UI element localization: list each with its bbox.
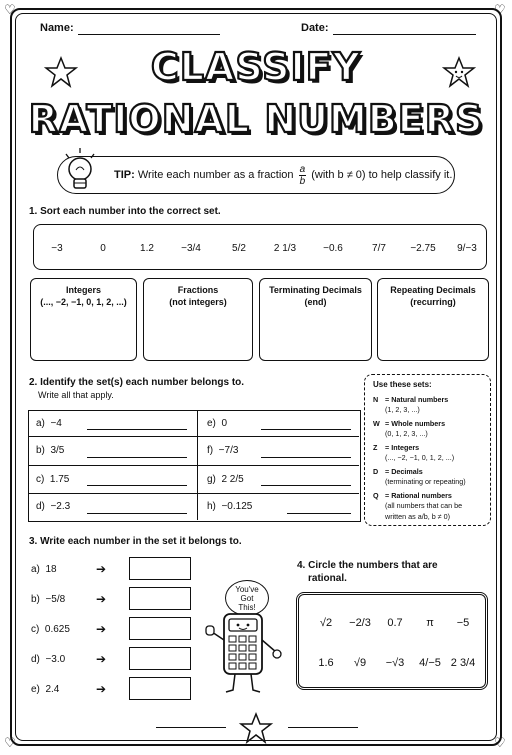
name-label: Name: [40, 22, 74, 34]
date-field[interactable] [333, 34, 476, 35]
q3-item-a: a) 18 [31, 564, 57, 575]
sets-legend [364, 374, 491, 526]
speech-bubble: You've Got This! [225, 580, 269, 616]
legend-desc: (0, 1, 2, 3, ...) [385, 429, 428, 438]
set-box-terminating-decimals[interactable] [259, 278, 372, 361]
rational-candidate[interactable]: 0.7 [387, 617, 403, 629]
arrow-icon: ➔ [96, 652, 107, 666]
question-2-title: 2. Identify the set(s) each number belongs to. [29, 377, 245, 388]
heart-icon: ♡ [494, 2, 506, 17]
item-a: a) −4 [36, 418, 62, 429]
arrow-icon: ➔ [96, 562, 107, 576]
answer-line-f[interactable] [261, 457, 351, 458]
q3-item-d: d) −3.0 [31, 654, 66, 665]
answer-line-a[interactable] [87, 429, 187, 430]
set-sub: (end) [304, 297, 327, 307]
item-b: b) 3/5 [36, 445, 65, 456]
q3-item-e: e) 2.4 [31, 684, 60, 695]
q3-answer-box-a[interactable] [129, 557, 191, 580]
arrow-icon: ➔ [96, 622, 107, 636]
answer-line-c[interactable] [87, 485, 187, 486]
answer-line-g[interactable] [261, 485, 351, 486]
number-item: 0 [100, 242, 106, 254]
set-box-repeating-decimals[interactable] [377, 278, 489, 361]
number-item: 1.2 [140, 242, 154, 254]
set-sub: (..., −2, −1, 0, 1, 2, ...) [40, 297, 127, 307]
rational-candidate[interactable]: 1.6 [318, 657, 334, 669]
set-name: Repeating Decimals [390, 285, 476, 295]
answer-line-e[interactable] [261, 429, 351, 430]
calculator-icon [202, 612, 284, 700]
q3-item-c: c) 0.625 [31, 624, 70, 635]
item-e: e) 0 [207, 418, 228, 429]
lightbulb-icon [60, 146, 100, 196]
rational-candidate[interactable]: −5 [456, 617, 470, 629]
heart-icon: ♡ [4, 2, 16, 17]
legend-desc: (1, 2, 3, ...) [385, 405, 420, 414]
divider [288, 727, 358, 728]
rational-candidate[interactable]: 2 3/4 [450, 657, 476, 669]
q3-answer-box-e[interactable] [129, 677, 191, 700]
name-field[interactable] [78, 34, 220, 35]
title-line-2: RATIONAL NUMBERS [28, 97, 484, 141]
number-item: 9/−3 [457, 242, 477, 254]
question-3-title: 3. Write each number in the set it belongs to. [29, 536, 242, 547]
q3-answer-box-c[interactable] [129, 617, 191, 640]
answer-line-h[interactable] [287, 513, 351, 514]
title-line-1: CLASSIFY [150, 45, 362, 89]
number-item: −3/4 [181, 242, 201, 254]
star-icon [238, 712, 274, 744]
rational-candidate[interactable]: √2 [319, 617, 333, 629]
number-item: −0.6 [323, 242, 343, 254]
question-2-subtitle: Write all that apply. [38, 390, 114, 400]
question-4-title-2: rational. [308, 573, 347, 584]
divider [156, 727, 226, 728]
rational-candidate[interactable]: −2/3 [349, 617, 371, 629]
set-box-fractions[interactable] [143, 278, 253, 361]
date-label: Date: [301, 22, 329, 34]
q3-answer-box-d[interactable] [129, 647, 191, 670]
tip-text-after: (with b ≠ 0) to help classify it. [311, 169, 453, 181]
legend-entry: W = Whole numbers [373, 418, 446, 428]
legend-title: Use these sets: [373, 380, 432, 389]
heart-icon: ♡ [494, 735, 506, 750]
number-item: 2 1/3 [273, 242, 297, 254]
rational-candidate[interactable]: √9 [353, 657, 367, 669]
answer-line-d[interactable] [87, 513, 187, 514]
arrow-icon: ➔ [96, 592, 107, 606]
rational-candidate[interactable]: 4/−5 [419, 657, 441, 669]
star-icon [44, 56, 78, 88]
legend-entry: N = Natural numbers [373, 394, 449, 404]
arrow-icon: ➔ [96, 682, 107, 696]
legend-entry: D = Decimals [373, 466, 423, 476]
tip-text-before: Write each number as a fraction [137, 169, 294, 181]
legend-desc: (terminating or repeating) [385, 477, 466, 486]
rational-candidate[interactable]: −√3 [385, 657, 405, 669]
legend-entry: Q = Rational numbers [373, 490, 452, 500]
question-2-grid [28, 410, 361, 522]
legend-entry: Z = Integers [373, 442, 420, 452]
set-sub: (recurring) [410, 297, 456, 307]
heart-icon: ♡ [4, 735, 16, 750]
tip-fraction: $\frac{a}{b}$ [299, 163, 306, 187]
rational-candidate[interactable]: π [426, 617, 434, 629]
circle-numbers-box [296, 592, 488, 690]
item-h: h) −0.125 [207, 501, 253, 512]
tip-box [57, 156, 455, 194]
q3-item-b: b) −5/8 [31, 594, 66, 605]
number-item: 7/7 [372, 242, 386, 254]
set-sub: (not integers) [169, 297, 227, 307]
question-4-title: 4. Circle the numbers that are [297, 560, 438, 571]
item-d: d) −2.3 [36, 501, 71, 512]
set-name: Terminating Decimals [269, 285, 362, 295]
legend-desc: (all numbers that can be [385, 501, 463, 510]
q3-answer-box-b[interactable] [129, 587, 191, 610]
legend-desc: (..., −2, −1, 0, 1, 2, ...) [385, 453, 455, 462]
number-bank [33, 224, 487, 270]
set-box-integers[interactable] [30, 278, 137, 361]
number-item: −3 [51, 242, 63, 254]
answer-line-b[interactable] [87, 457, 187, 458]
star-icon [442, 56, 476, 88]
tip-label: TIP: [114, 169, 135, 181]
number-item: 5/2 [232, 242, 246, 254]
item-f: f) −7/3 [207, 445, 239, 456]
set-name: Fractions [177, 285, 219, 295]
item-g: g) 2 2/5 [207, 473, 244, 485]
set-name: Integers [65, 285, 101, 295]
legend-desc: written as a/b, b ≠ 0) [385, 511, 451, 521]
item-c: c) 1.75 [36, 473, 70, 485]
number-item: −2.75 [410, 242, 436, 254]
question-1-title: 1. Sort each number into the correct set. [29, 206, 221, 217]
